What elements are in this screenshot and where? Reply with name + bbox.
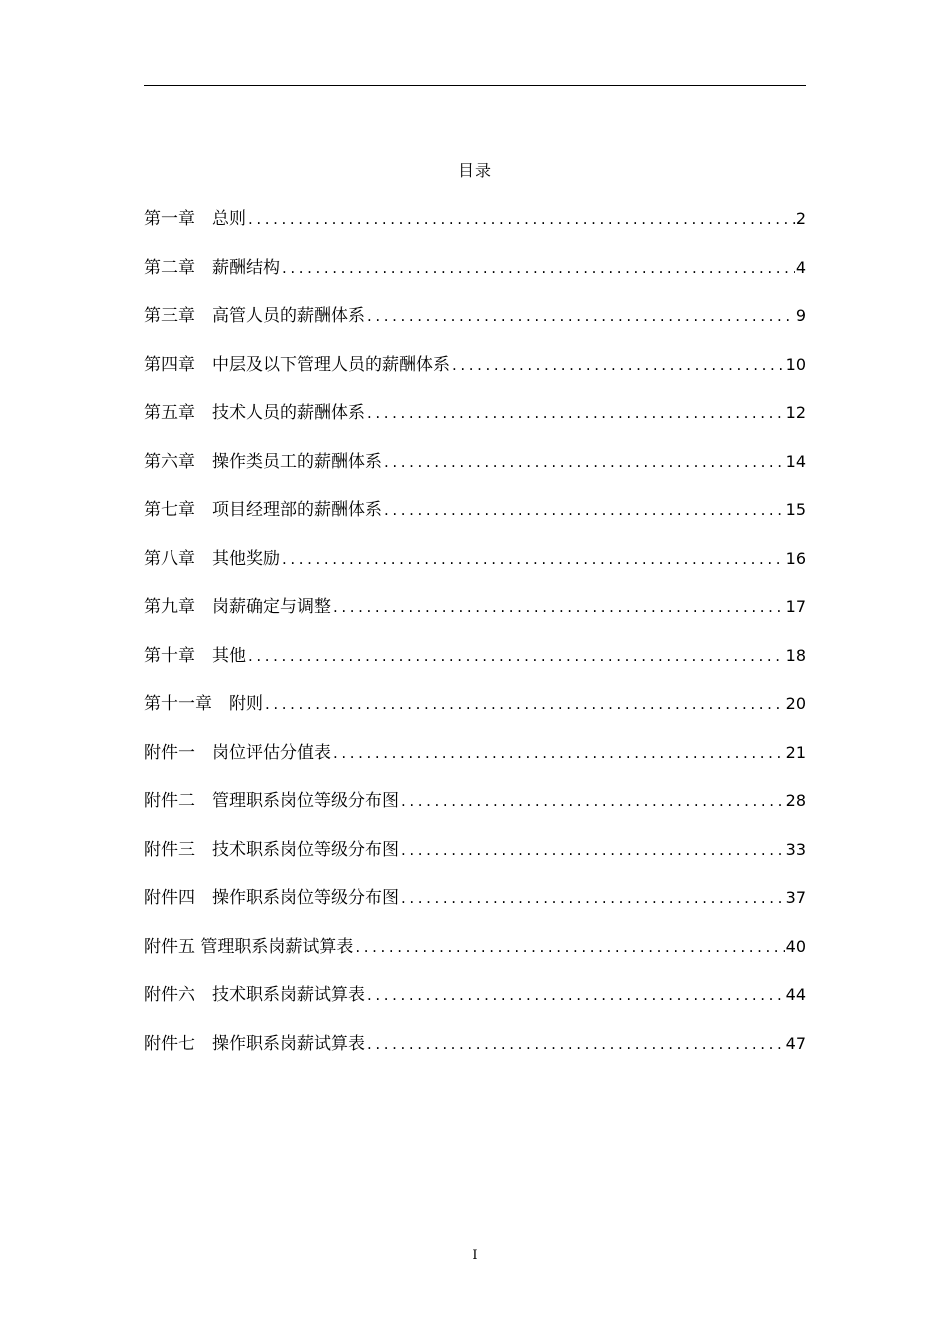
toc-leader-dots <box>282 254 795 282</box>
toc-leader-dots <box>401 884 785 912</box>
toc-entry-label: 附件六 <box>144 985 195 1005</box>
toc-entry-name: 操作职系岗薪试算表 <box>212 1033 365 1054</box>
toc-entry-label: 附件三 <box>144 839 195 860</box>
toc-entry-name: 总则 <box>212 209 246 229</box>
toc-entry-gap <box>195 646 212 666</box>
toc-entry-label: 第八章 <box>144 548 195 569</box>
toc-entry-page: 28 <box>785 791 806 810</box>
toc-entry-name: 中层及以下管理人员的薪酬体系 <box>212 354 450 375</box>
toc-entry-page: 44 <box>785 985 806 1004</box>
toc-entry-gap <box>195 500 212 520</box>
toc-entry-page: 2 <box>795 209 806 228</box>
toc-entry-gap <box>195 549 212 569</box>
header-rule <box>144 85 806 86</box>
toc-leader-dots <box>401 787 785 815</box>
toc-entry[interactable] <box>144 254 806 303</box>
toc-entry-label: 第十一章 <box>144 694 212 714</box>
toc-entry-gap <box>195 743 212 763</box>
toc-leader-dots <box>333 739 785 767</box>
toc-entry-label: 第一章 <box>144 209 195 229</box>
toc-entry-gap <box>195 1034 212 1054</box>
toc-entry-name: 技术人员的薪酬体系 <box>212 403 365 423</box>
toc-leader-dots <box>367 981 785 1009</box>
toc-entry[interactable] <box>144 302 806 351</box>
toc-entry-page: 33 <box>785 839 806 859</box>
toc-entry-name: 操作职系岗位等级分布图 <box>212 888 399 908</box>
toc-leader-dots <box>384 496 785 524</box>
toc-entry[interactable] <box>144 545 806 594</box>
toc-entry-label: 附件二 <box>144 791 195 811</box>
toc-entry-page: 47 <box>785 1033 806 1053</box>
toc-leader-dots <box>333 593 785 621</box>
toc-entry-name: 薪酬结构 <box>212 257 280 278</box>
toc-leader-dots <box>282 545 785 573</box>
toc-entry-name: 技术职系岗位等级分布图 <box>212 839 399 860</box>
toc-entry-label: 第六章 <box>144 451 195 472</box>
toc-entry[interactable] <box>144 593 806 642</box>
toc-entry[interactable] <box>144 351 806 400</box>
toc-entry-label: 第四章 <box>144 354 195 375</box>
toc-leader-dots <box>401 836 785 864</box>
toc-entry-name: 岗薪确定与调整 <box>212 597 331 617</box>
toc-entry-name: 管理职系岗位等级分布图 <box>212 791 399 811</box>
toc-entry[interactable] <box>144 496 806 545</box>
toc-entry-page: 10 <box>785 354 806 374</box>
toc-entry-page: 17 <box>785 597 806 616</box>
toc-entry-label: 附件四 <box>144 888 195 908</box>
toc-entry[interactable] <box>144 205 806 254</box>
toc-entry-label: 附件七 <box>144 1033 195 1054</box>
toc-entry[interactable] <box>144 1030 806 1079</box>
toc-entry-name: 项目经理部的薪酬体系 <box>212 500 382 520</box>
toc-entry-name: 其他 <box>212 645 246 666</box>
toc-entry-gap <box>195 403 212 423</box>
toc-entry-page: 16 <box>785 548 806 568</box>
toc-entry-name: 附则 <box>229 694 263 714</box>
toc-entry-label: 第七章 <box>144 500 195 520</box>
toc-entry[interactable] <box>144 884 806 933</box>
toc-entry-page: 9 <box>795 306 806 325</box>
toc-entry-gap <box>195 306 212 326</box>
toc-entry-gap <box>195 985 212 1005</box>
toc-entry-gap <box>195 791 212 811</box>
toc-title: 目录 <box>457 161 492 180</box>
toc-leader-dots <box>384 448 785 476</box>
toc-leader-dots <box>265 690 785 718</box>
toc-entry-gap <box>195 888 212 908</box>
toc-entry-name: 其他奖励 <box>212 548 280 569</box>
toc-entry-gap <box>195 209 212 229</box>
toc-entry-gap <box>195 597 212 617</box>
page-number: I <box>472 1248 478 1263</box>
toc-entry-page: 15 <box>785 500 806 519</box>
toc-entry-gap <box>195 355 212 375</box>
toc-entry-gap <box>212 694 229 714</box>
toc-leader-dots <box>355 933 784 961</box>
toc-entry-page: 12 <box>785 403 806 422</box>
toc-leader-dots <box>248 205 795 233</box>
toc-entry[interactable] <box>144 399 806 448</box>
toc-entry-page: 14 <box>785 451 806 471</box>
toc-entry-label: 第十章 <box>144 645 195 666</box>
toc-entry-page: 4 <box>795 257 806 277</box>
toc-entry-page: 40 <box>785 936 806 956</box>
toc-entry-page: 37 <box>785 888 806 907</box>
toc-entry-label: 第二章 <box>144 257 195 278</box>
toc-entry-name: 管理职系岗薪试算表 <box>200 936 354 957</box>
toc-entry[interactable] <box>144 836 806 885</box>
toc-entry-label: 第五章 <box>144 403 195 423</box>
toc-entry-page: 20 <box>785 694 806 713</box>
toc-entry-gap <box>195 840 212 860</box>
toc-entry-name: 岗位评估分值表 <box>212 742 331 763</box>
toc-entry-label: 第九章 <box>144 597 195 617</box>
toc-entry[interactable] <box>144 981 806 1030</box>
toc-entry-name: 高管人员的薪酬体系 <box>212 306 365 326</box>
toc-leader-dots <box>452 351 785 379</box>
toc-entry-name: 操作类员工的薪酬体系 <box>212 451 382 472</box>
toc-entry[interactable] <box>144 642 806 691</box>
toc-entry[interactable] <box>144 690 806 739</box>
toc-leader-dots <box>367 399 785 427</box>
toc-entry-page: 21 <box>785 742 806 762</box>
toc-entry[interactable] <box>144 933 806 982</box>
toc-entry-gap <box>195 452 212 472</box>
toc-entry[interactable] <box>144 448 806 497</box>
toc-entry-label: 附件一 <box>144 742 195 763</box>
toc-entry[interactable] <box>144 787 806 836</box>
toc-leader-dots <box>248 642 785 670</box>
toc-entry-label: 第三章 <box>144 306 195 326</box>
toc-entry-page: 18 <box>785 645 806 665</box>
toc-entry-label: 附件五 <box>144 936 195 957</box>
table-of-contents <box>144 205 806 1078</box>
toc-entry-gap <box>195 258 212 278</box>
toc-entry-name: 技术职系岗薪试算表 <box>212 985 365 1005</box>
toc-leader-dots <box>367 302 795 330</box>
toc-leader-dots <box>367 1030 785 1058</box>
toc-entry[interactable] <box>144 739 806 788</box>
